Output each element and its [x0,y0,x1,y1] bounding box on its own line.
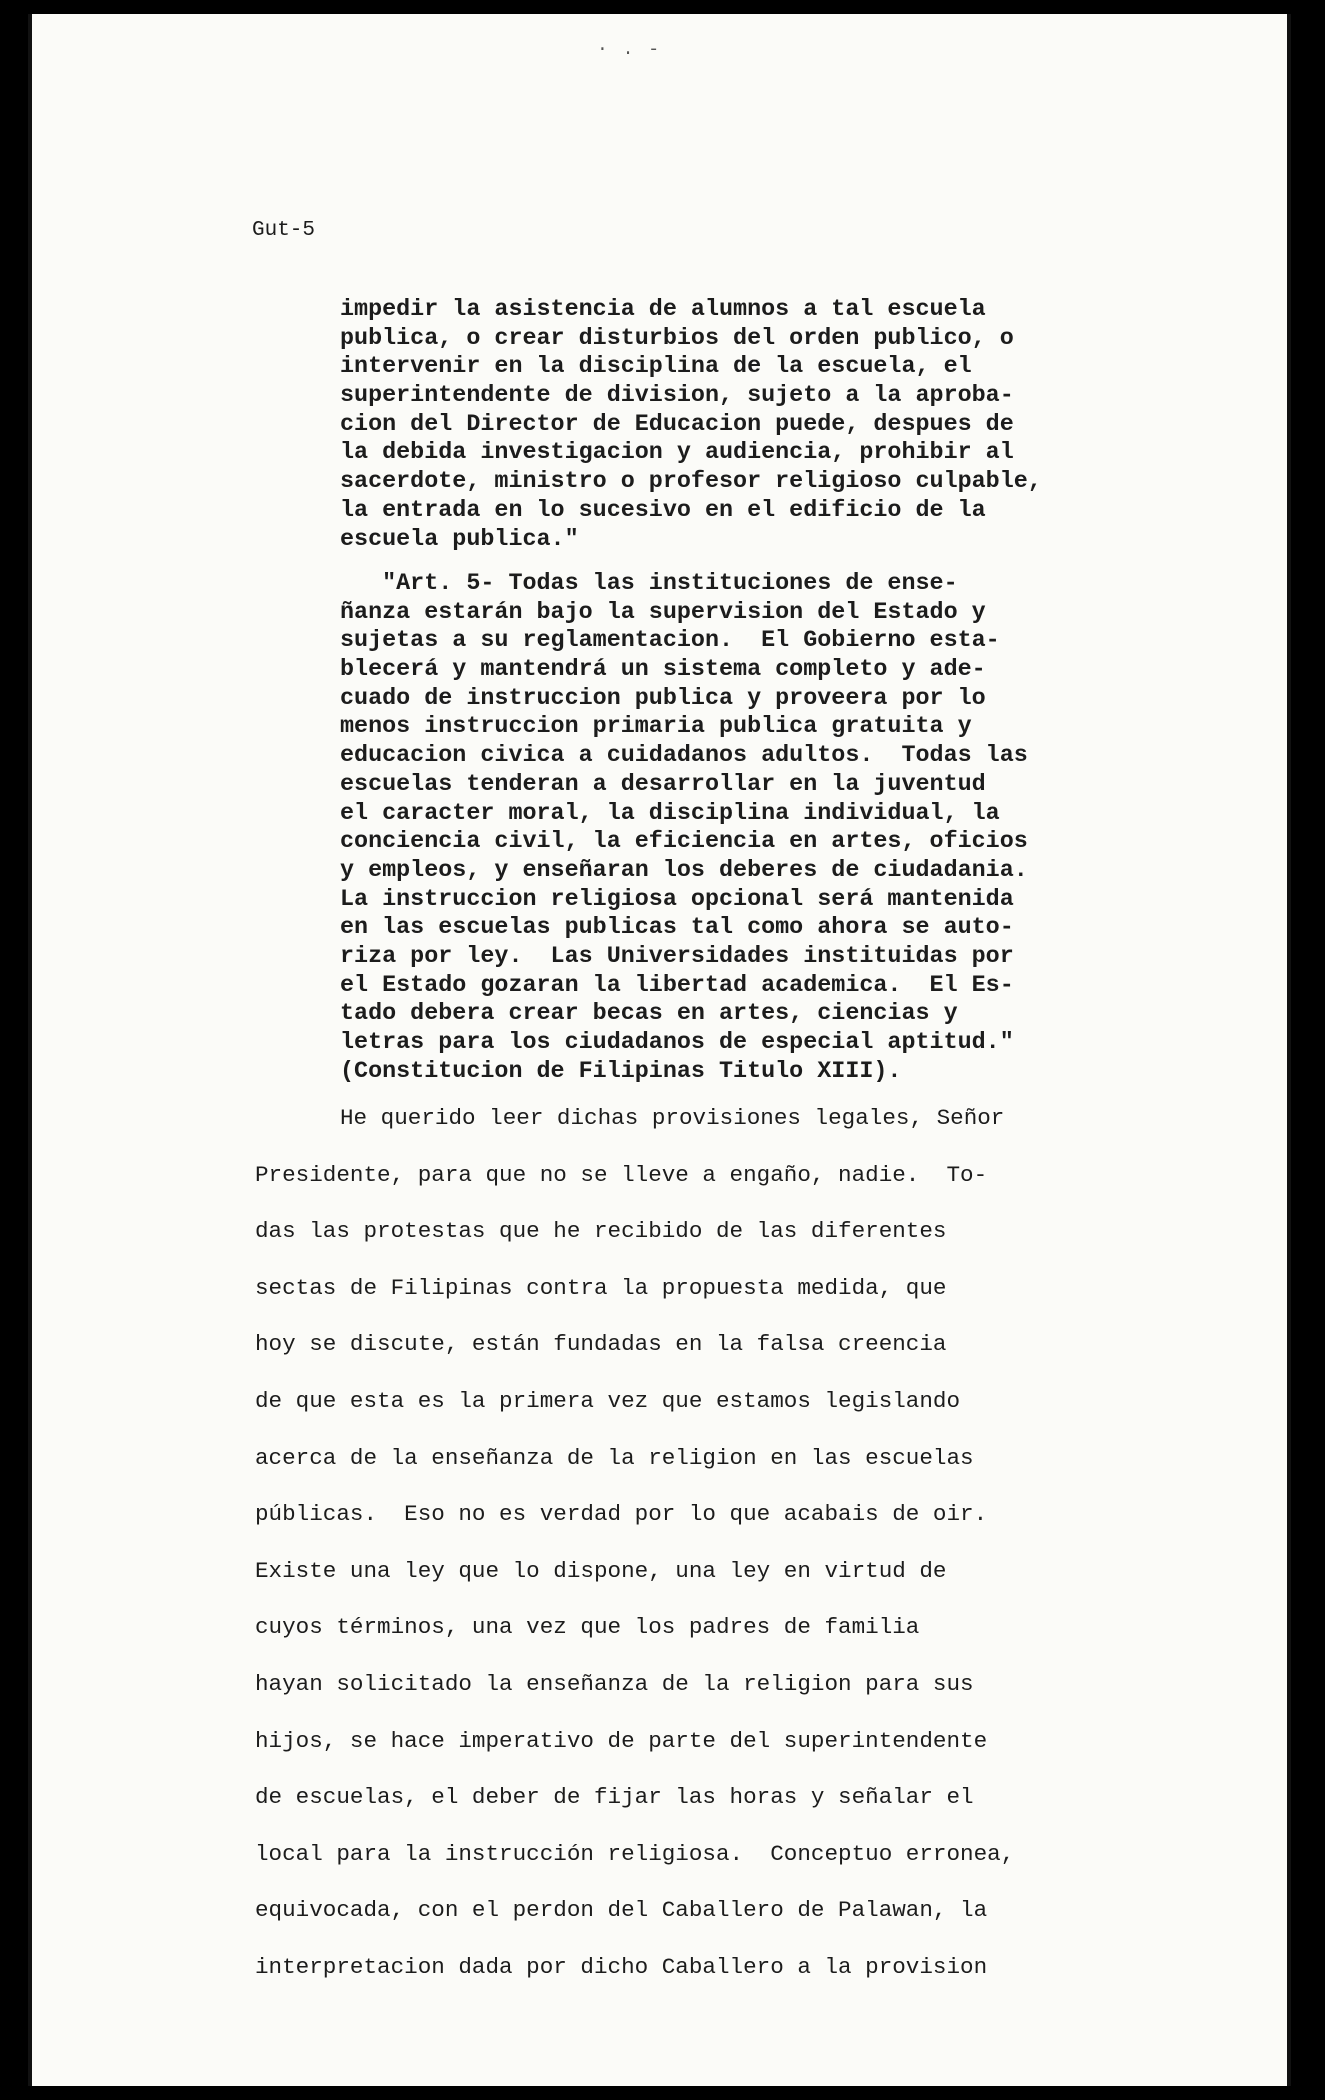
document-page [28,14,1291,2086]
text-line: Presidente, para que no se lleve a engaño, nadie. To- [255,1161,988,1188]
text-line: escuela publica." [340,526,579,553]
text-line: públicas. Eso no es verdad por lo que acabais de oir. [255,1501,988,1528]
text-line: blecerá y mantendrá un sistema completo y ade- [340,657,986,684]
text-line: el caracter moral, la disciplina individual, la [340,800,1000,827]
text-line: impedir la asistencia de alumnos a tal escuela [340,297,986,323]
text-line: local para la instrucción religiosa. Conceptuo erronea, [255,1840,1015,1867]
text-line: letras para los ciudadanos de especial aptitud." [340,1030,1014,1056]
text-line: cion del Director de Educacion puede, despues de [340,411,1014,438]
text-line: sujetas a su reglamentacion. El Gobierno esta- [340,628,1000,655]
text-line: equivocada, con el perdon del Caballero de Palawan, la [255,1897,988,1924]
quoted-constitution-article [340,570,1170,1086]
text-line: conciencia civil, la eficiencia en artes, oficios [340,829,1028,856]
text-line: de escuelas, el deber de fijar las horas y señalar el [255,1784,974,1811]
text-line: el Estado gozaran la libertad academica. El Es- [340,972,1014,999]
text-line: intervenir en la disciplina de la escuela, el [340,354,972,381]
text-line: de que esta es la primera vez que estamos legislando [255,1387,961,1414]
text-line: cuado de instruccion publica y proveera por lo [340,685,986,712]
text-line: La instruccion religiosa opcional será mantenida [340,886,1014,913]
text-line: menos instruccion primaria publica gratuita y [340,714,972,741]
text-line: ñanza estarán bajo la supervision del Estado y [340,599,986,626]
text-line: la debida investigacion y audiencia, prohibir al [340,440,1014,467]
text-line: en las escuelas publicas tal como ahora se auto- [340,915,1014,942]
text-line: la entrada en lo sucesivo en el edificio de la [340,497,986,524]
text-line: sacerdote, ministro o profesor religioso culpable, [340,469,1042,496]
text-line: acerca de la enseñanza de la religion en las escuelas [255,1444,974,1471]
text-line: educacion civica a cuidadanos adultos. Todas las [340,743,1028,770]
text-line: "Art. 5- Todas las instituciones de ense- [340,571,958,597]
text-line: hijos, se hace imperativo de parte del superintendente [255,1727,988,1754]
text-line: superintendente de division, sujeto a la aproba- [340,383,1014,410]
text-line: cuyos términos, una vez que los padres de familia [255,1614,920,1641]
text-line: He querido leer dichas provisiones legales, Señor [340,1105,1005,1131]
text-line: hoy se discute, están fundadas en la falsa creencia [255,1331,947,1358]
text-line: tado debera crear becas en artes, ciencias y [340,1001,958,1028]
text-line: publica, o crear disturbios del orden publico, o [340,325,1014,352]
page-id: Gut-5 [252,219,316,242]
text-line: sectas de Filipinas contra la propuesta medida, que [255,1274,947,1301]
text-line: Existe una ley que lo dispone, una ley en virtud de [255,1557,947,1584]
text-line: das las protestas que he recibido de las diferentes [255,1218,947,1245]
text-line: escuelas tenderan a desarrollar en la juventud [340,771,986,798]
text-line: riza por ley. Las Universidades instituidas por [340,943,1014,970]
text-line: (Constitucion de Filipinas Titulo XIII). [340,1058,902,1085]
text-line: y empleos, y enseñaran los deberes de ciudadania. [340,857,1028,884]
scan-mark: · . - [597,40,662,60]
text-line: hayan solicitado la enseñanza de la religion para sus [255,1670,974,1697]
quoted-law-paragraph [340,296,1170,554]
speech-body-text [255,1090,1175,1996]
text-line: interpretacion dada por dicho Caballero a la provision [255,1953,988,1980]
